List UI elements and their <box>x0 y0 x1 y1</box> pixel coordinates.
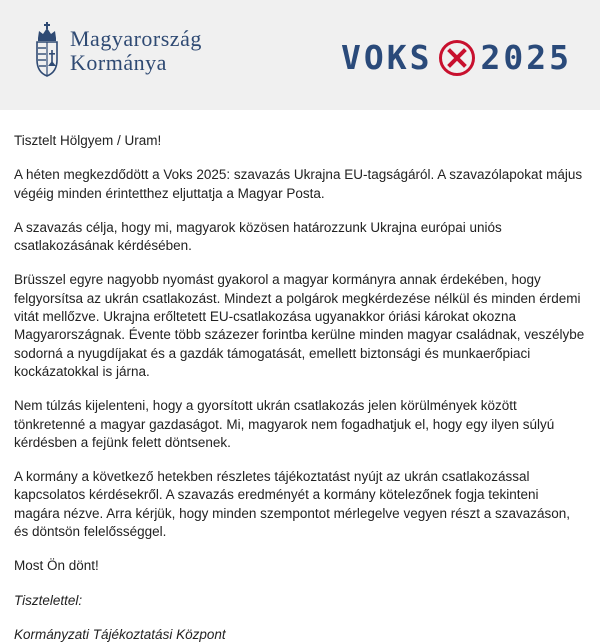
paragraph-intro: A héten megkezdődött a Voks 2025: szavazás Ukrajna EU-tagságáról. A szavazólapokat május végéig minden érintetthez eljuttatja a Magyar Posta. <box>14 167 583 201</box>
email-header <box>0 0 600 110</box>
paragraph-purpose: A szavazás célja, hogy mi, magyarok közösen határozzunk Ukrajna európai uniós csatlakozásának kérdésében. <box>14 219 502 254</box>
voks-logo-right-text: 2025 <box>480 38 572 77</box>
paragraph-economy: Nem túlzás kijelenteni, hogy a gyorsított ukrán csatlakozás jelen körülmények között tönkretenné a magyar gazdaságot. Mi, magyarok nem fogadhatjuk el, hogy egy ilyen súlyú kérdésben a fejünk felett döntsenek. <box>14 398 555 450</box>
closing-salutation: Tisztelettel: <box>14 592 83 608</box>
coat-of-arms-icon <box>32 18 62 80</box>
government-wordmark-line1: Magyarország <box>70 26 202 51</box>
voks-2025-logo <box>341 38 572 77</box>
paragraph-information: A kormány a következő hetekben részletes tájékoztatást nyújt az ukrán csatlakozással kapcsolatos kérdésekről. A szavazás eredményét a kormány kötelezőnek fogja tekinteni magára nézve. Arra kérjük, hogy minden szempontot mérlegelve vegyen részt a szavazáson, és döntsön felelősséggel. <box>14 469 571 540</box>
government-wordmark <box>70 27 202 75</box>
letter-body <box>0 110 600 644</box>
government-wordmark-line2: Kormánya <box>70 50 167 75</box>
paragraph-brussels: Brüsszel egyre nagyobb nyomást gyakorol a magyar kormányra annak érdekében, hogy felgyorsítsa az ukrán csatlakozást. Mindezt a polgárok megkérdezése nélkül és minden érdemi vitát mellőzve. Ukrajna erőltetett EU-csatlakozása ugyanakkor óriási károkat okozna Magyarországnak. Évente több százezer forintba kerülne minden magyar családnak, veszélybe sodorná a nyugdíjakat és a gazdák támogatását, emellett biztonsági és munkaerőpiaci kockázatokkal is járna. <box>14 272 585 379</box>
paragraph-call-to-action: Most Ön dönt! <box>14 558 99 574</box>
voks-logo-left-text: VOKS <box>341 38 433 77</box>
greeting: Tisztelt Hölgyem / Uram! <box>14 133 162 148</box>
sender-signature: Kormányzati Tájékoztatási Központ <box>14 626 226 642</box>
government-logo <box>32 18 202 80</box>
x-mark-icon <box>439 40 475 76</box>
